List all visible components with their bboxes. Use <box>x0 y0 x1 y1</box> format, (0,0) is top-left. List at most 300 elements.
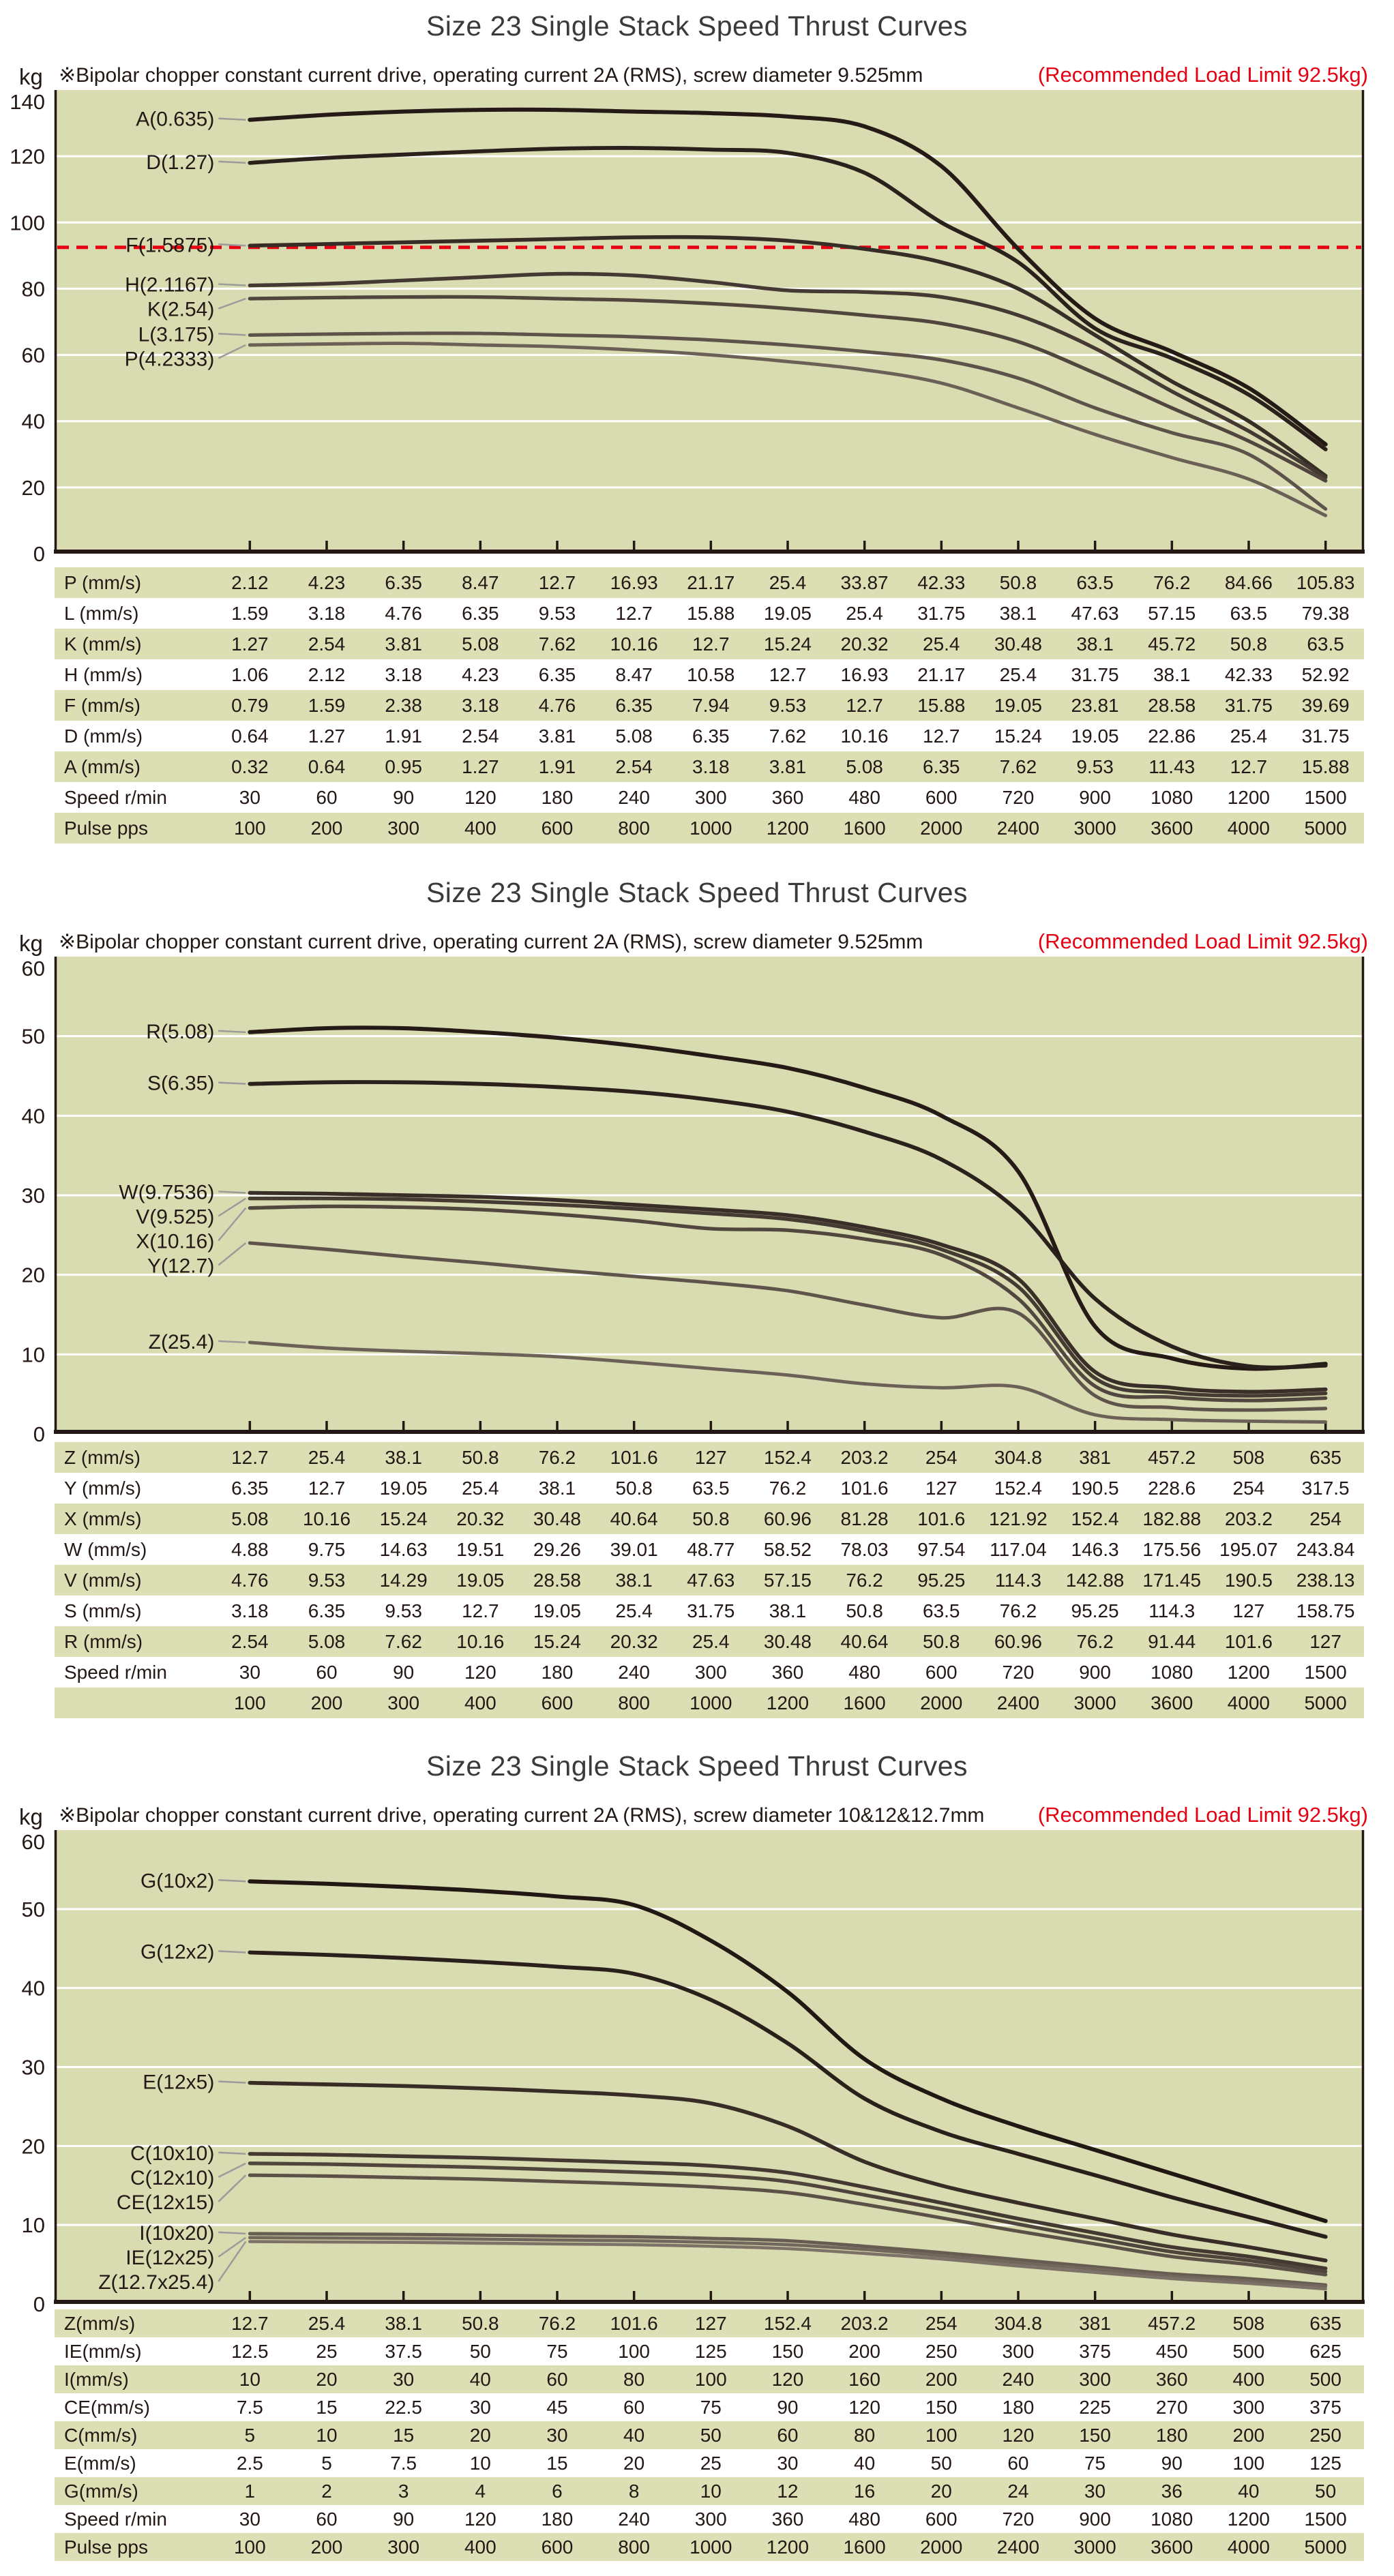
row-label: F (mm/s) <box>64 694 140 716</box>
value-cell: 4000 <box>1227 1692 1271 1713</box>
value-cell: 0.32 <box>231 755 269 777</box>
value-cell: 203.2 <box>840 2312 889 2334</box>
value-cell: 171.45 <box>1142 1569 1202 1591</box>
speed-thrust-plot-1 <box>0 90 1394 566</box>
value-cell: 1080 <box>1151 2508 1193 2530</box>
value-cell: 240 <box>618 1661 650 1683</box>
y-tick-label: 0 <box>33 1422 45 1446</box>
value-cell: 5.08 <box>231 1508 269 1529</box>
value-cell: 7.62 <box>999 755 1037 777</box>
value-cell: 40.64 <box>610 1508 658 1529</box>
value-cell: 5 <box>321 2452 332 2474</box>
value-cell: 457.2 <box>1148 1446 1196 1468</box>
value-cell: 23.81 <box>1071 694 1119 716</box>
value-cell: 6 <box>552 2480 563 2502</box>
curve-label: L(3.175) <box>138 323 215 346</box>
row-label: I(mm/s) <box>64 2368 129 2390</box>
value-cell: 22.5 <box>385 2396 422 2418</box>
value-cell: 300 <box>1079 2368 1111 2390</box>
value-cell: 2.54 <box>462 725 499 747</box>
value-cell: 120 <box>1002 2424 1035 2446</box>
value-cell: 180 <box>541 1661 574 1683</box>
value-cell: 2.38 <box>385 694 422 716</box>
table-row <box>55 659 1364 690</box>
value-cell: 9.53 <box>1076 755 1114 777</box>
value-cell: 15.88 <box>687 602 735 624</box>
chart-header <box>0 56 1394 87</box>
value-cell: 37.5 <box>385 2340 422 2362</box>
table-row <box>55 2337 1364 2365</box>
value-cell: 101.6 <box>610 1446 658 1468</box>
value-cell: 200 <box>848 2340 880 2362</box>
value-cell: 480 <box>848 786 880 808</box>
value-cell: 15.88 <box>1301 755 1350 777</box>
y-tick-label: 20 <box>21 2134 45 2159</box>
value-cell: 50.8 <box>462 1446 499 1468</box>
curve-label: I(10x20) <box>139 2221 215 2245</box>
value-cell: 101.6 <box>917 1508 966 1529</box>
curve-label: V(9.525) <box>136 1205 215 1229</box>
value-cell: 52.92 <box>1301 663 1350 685</box>
value-cell: 1.59 <box>231 602 269 624</box>
row-label: G(mm/s) <box>64 2480 138 2502</box>
value-cell: 11.43 <box>1148 755 1196 777</box>
value-cell: 19.05 <box>533 1600 581 1621</box>
value-cell: 2400 <box>996 2536 1040 2558</box>
value-cell: 254 <box>925 1446 958 1468</box>
value-cell: 60 <box>316 2508 338 2530</box>
value-cell: 114.3 <box>994 1569 1041 1591</box>
value-cell: 1500 <box>1304 786 1347 808</box>
row-label: W (mm/s) <box>64 1538 147 1560</box>
value-cell: 3.81 <box>538 725 576 747</box>
row-label: S (mm/s) <box>64 1600 142 1621</box>
value-cell: 200 <box>310 1692 343 1713</box>
value-cell: 100 <box>694 2368 727 2390</box>
value-cell: 4.76 <box>385 602 422 624</box>
value-cell: 14.63 <box>379 1538 428 1560</box>
value-cell: 50.8 <box>462 2312 499 2334</box>
value-cell: 317.5 <box>1301 1477 1350 1499</box>
value-cell: 30 <box>239 786 261 808</box>
value-cell: 30 <box>777 2452 799 2474</box>
value-cell: 10.58 <box>687 663 735 685</box>
speed-thrust-plot-2 <box>0 957 1394 1446</box>
value-cell: 5.08 <box>615 725 653 747</box>
value-cell: 6.35 <box>231 1477 269 1499</box>
value-cell: 180 <box>541 2508 574 2530</box>
value-cell: 1080 <box>1151 786 1193 808</box>
value-cell: 58.52 <box>763 1538 812 1560</box>
drive-note: ※Bipolar chopper constant current drive, operating current 2A (RMS), screw diameter 9.525mm <box>59 931 923 953</box>
y-tick-label: 50 <box>21 1024 45 1049</box>
value-cell: 120 <box>464 786 496 808</box>
value-cell: 300 <box>694 2508 727 2530</box>
value-cell: 800 <box>618 2536 650 2558</box>
curve-label: Z(12.7x25.4) <box>98 2271 215 2294</box>
value-cell: 360 <box>771 2508 804 2530</box>
value-cell: 125 <box>1309 2452 1341 2474</box>
value-cell: 38.1 <box>615 1569 653 1591</box>
load-limit-note: (Recommended Load Limit 92.5kg) <box>1037 929 1368 953</box>
value-cell: 2.12 <box>231 571 269 593</box>
plot-area-1 <box>0 90 1394 566</box>
y-tick-label: 30 <box>21 2055 45 2080</box>
value-cell: 200 <box>310 817 343 839</box>
value-cell: 800 <box>618 1692 650 1713</box>
value-cell: 30 <box>239 2508 261 2530</box>
value-cell: 125 <box>694 2340 727 2362</box>
value-cell: 1000 <box>689 2536 732 2558</box>
value-cell: 50 <box>469 2340 491 2362</box>
value-cell: 720 <box>1002 2508 1035 2530</box>
y-axis-unit: kg <box>19 1804 43 1829</box>
value-cell: 38.1 <box>1076 633 1114 655</box>
value-cell: 101.6 <box>1224 1630 1273 1652</box>
table-row <box>55 629 1364 659</box>
value-cell: 600 <box>925 1661 958 1683</box>
value-cell: 12.7 <box>538 571 576 593</box>
value-cell: 900 <box>1079 786 1111 808</box>
speed-conversion-table-1 <box>55 567 1364 843</box>
table-row <box>55 598 1364 629</box>
value-cell: 203.2 <box>840 1446 889 1468</box>
value-cell: 84.66 <box>1224 571 1273 593</box>
value-cell: 10 <box>469 2452 491 2474</box>
curve-label: G(10x2) <box>140 1870 215 1893</box>
y-tick-label: 20 <box>21 475 45 500</box>
value-cell: 450 <box>1155 2340 1188 2362</box>
value-cell: 2000 <box>920 1692 963 1713</box>
value-cell: 1200 <box>766 2536 810 2558</box>
value-cell: 180 <box>541 786 574 808</box>
value-cell: 150 <box>771 2340 804 2362</box>
value-cell: 25 <box>700 2452 722 2474</box>
value-cell: 28.58 <box>1148 694 1196 716</box>
row-label: R (mm/s) <box>64 1630 143 1652</box>
plot-area-3 <box>0 1830 1394 2316</box>
curve-label: E(12x5) <box>143 2071 215 2094</box>
value-cell: 400 <box>464 1692 496 1713</box>
value-cell: 12.7 <box>692 633 730 655</box>
value-cell: 3600 <box>1151 1692 1193 1713</box>
value-cell: 3.18 <box>308 602 346 624</box>
value-cell: 304.8 <box>994 2312 1042 2334</box>
value-cell: 127 <box>1232 1600 1265 1621</box>
value-cell: 190.5 <box>1224 1569 1273 1591</box>
value-cell: 75 <box>1084 2452 1106 2474</box>
value-cell: 254 <box>925 2312 958 2334</box>
value-cell: 120 <box>771 2368 804 2390</box>
value-cell: 150 <box>1079 2424 1111 2446</box>
value-cell: 195.07 <box>1219 1538 1278 1560</box>
value-cell: 1200 <box>766 817 810 839</box>
value-cell: 31.75 <box>1224 694 1273 716</box>
value-cell: 2000 <box>920 817 963 839</box>
value-cell: 40.64 <box>840 1630 889 1652</box>
value-cell: 1.06 <box>231 663 269 685</box>
value-cell: 40 <box>623 2424 645 2446</box>
value-cell: 15.24 <box>763 633 812 655</box>
row-label: Speed r/min <box>64 786 167 808</box>
row-label: L (mm/s) <box>64 602 139 624</box>
value-cell: 12.7 <box>615 602 653 624</box>
value-cell: 2.54 <box>231 1630 269 1652</box>
value-cell: 48.77 <box>687 1538 735 1560</box>
chart-section-2 <box>0 843 1394 1718</box>
value-cell: 90 <box>393 786 415 808</box>
value-cell: 76.2 <box>846 1569 883 1591</box>
curve-label: CE(12x15) <box>116 2191 215 2214</box>
y-tick-label: 40 <box>21 409 45 434</box>
value-cell: 1 <box>244 2480 256 2502</box>
curve-label: Z(25.4) <box>148 1330 215 1353</box>
value-cell: 2.54 <box>308 633 346 655</box>
value-cell: 254 <box>1309 1508 1341 1529</box>
value-cell: 5.08 <box>308 1630 346 1652</box>
value-cell: 127 <box>694 1446 727 1468</box>
y-tick-label: 100 <box>10 211 45 235</box>
curve-label: K(2.54) <box>147 298 215 321</box>
value-cell: 25.4 <box>1230 725 1268 747</box>
value-cell: 60 <box>777 2424 799 2446</box>
row-label: C(mm/s) <box>64 2424 138 2446</box>
value-cell: 117.04 <box>990 1538 1047 1560</box>
value-cell: 25.4 <box>923 633 960 655</box>
row-label: H (mm/s) <box>64 663 143 685</box>
value-cell: 150 <box>925 2396 958 2418</box>
value-cell: 175.56 <box>1142 1538 1202 1560</box>
value-cell: 30 <box>393 2368 415 2390</box>
value-cell: 30 <box>546 2424 568 2446</box>
value-cell: 21.17 <box>687 571 735 593</box>
value-cell: 5.08 <box>846 755 883 777</box>
value-cell: 19.05 <box>994 694 1042 716</box>
row-label: Y (mm/s) <box>64 1477 142 1499</box>
chart-header <box>0 923 1394 954</box>
value-cell: 100 <box>1232 2452 1265 2474</box>
curve-label: IE(12x25) <box>125 2246 215 2269</box>
value-cell: 600 <box>541 2536 574 2558</box>
value-cell: 63.5 <box>1076 571 1114 593</box>
value-cell: 76.2 <box>538 1446 576 1468</box>
value-cell: 76.2 <box>769 1477 807 1499</box>
row-label: V (mm/s) <box>64 1569 142 1591</box>
curve-label: F(1.5875) <box>125 234 215 257</box>
value-cell: 15.24 <box>379 1508 428 1529</box>
value-cell: 625 <box>1309 2340 1341 2362</box>
value-cell: 5000 <box>1304 1692 1347 1713</box>
value-cell: 9.53 <box>769 694 807 716</box>
value-cell: 4.76 <box>231 1569 269 1591</box>
value-cell: 480 <box>848 2508 880 2530</box>
value-cell: 76.2 <box>1076 1630 1114 1652</box>
value-cell: 360 <box>771 786 804 808</box>
value-cell: 6.35 <box>462 602 499 624</box>
value-cell: 4.88 <box>231 1538 269 1560</box>
value-cell: 40 <box>854 2452 876 2474</box>
load-limit-note: (Recommended Load Limit 92.5kg) <box>1037 63 1368 87</box>
y-axis-unit: kg <box>19 64 43 89</box>
value-cell: 1000 <box>689 1692 732 1713</box>
value-cell: 10 <box>316 2424 338 2446</box>
value-cell: 2.5 <box>236 2452 263 2474</box>
value-cell: 3.18 <box>231 1600 269 1621</box>
table-row <box>55 2449 1364 2477</box>
drive-note: ※Bipolar chopper constant current drive, operating current 2A (RMS), screw diameter 9.525mm <box>59 64 923 87</box>
value-cell: 90 <box>393 2508 415 2530</box>
value-cell: 60 <box>546 2368 568 2390</box>
value-cell: 30 <box>239 1661 261 1683</box>
value-cell: 10 <box>700 2480 722 2502</box>
value-cell: 6.35 <box>538 663 576 685</box>
row-label: K (mm/s) <box>64 633 142 655</box>
table-row <box>55 690 1364 721</box>
value-cell: 50 <box>930 2452 952 2474</box>
value-cell: 15 <box>316 2396 338 2418</box>
value-cell: 47.63 <box>687 1569 735 1591</box>
row-label: CE(mm/s) <box>64 2396 150 2418</box>
value-cell: 400 <box>1232 2368 1265 2390</box>
value-cell: 19.05 <box>763 602 812 624</box>
value-cell: 10 <box>239 2368 261 2390</box>
value-cell: 182.88 <box>1142 1508 1202 1529</box>
value-cell: 1.91 <box>385 725 422 747</box>
plot-area-2 <box>0 957 1394 1446</box>
value-cell: 3.18 <box>385 663 422 685</box>
value-cell: 1.91 <box>538 755 576 777</box>
value-cell: 15 <box>393 2424 415 2446</box>
value-cell: 33.87 <box>840 571 889 593</box>
value-cell: 40 <box>469 2368 491 2390</box>
table-row <box>55 2533 1364 2561</box>
value-cell: 20 <box>469 2424 491 2446</box>
value-cell: 381 <box>1079 2312 1111 2334</box>
value-cell: 63.5 <box>923 1600 960 1621</box>
value-cell: 6.35 <box>615 694 653 716</box>
row-label: Speed r/min <box>64 1661 167 1683</box>
value-cell: 2.54 <box>615 755 653 777</box>
value-cell: 720 <box>1002 786 1035 808</box>
value-cell: 20.32 <box>456 1508 505 1529</box>
value-cell: 25.4 <box>308 2312 346 2334</box>
value-cell: 45 <box>546 2396 568 2418</box>
value-cell: 600 <box>925 2508 958 2530</box>
value-cell: 75 <box>700 2396 722 2418</box>
table-row <box>55 782 1364 813</box>
value-cell: 7.62 <box>538 633 576 655</box>
value-cell: 2400 <box>996 817 1040 839</box>
value-cell: 38.1 <box>385 2312 422 2334</box>
value-cell: 60 <box>316 786 338 808</box>
value-cell: 127 <box>694 2312 727 2334</box>
value-cell: 100 <box>233 817 266 839</box>
value-cell: 152.4 <box>763 1446 812 1468</box>
value-cell: 375 <box>1309 2396 1341 2418</box>
value-cell: 101.6 <box>610 2312 658 2334</box>
value-cell: 25.4 <box>692 1630 730 1652</box>
value-cell: 12.7 <box>231 1446 269 1468</box>
value-cell: 63.5 <box>1230 602 1268 624</box>
value-cell: 12.7 <box>462 1600 499 1621</box>
value-cell: 75 <box>546 2340 568 2362</box>
value-cell: 78.03 <box>840 1538 889 1560</box>
row-label: Z (mm/s) <box>64 1446 140 1468</box>
value-cell: 304.8 <box>994 1446 1042 1468</box>
table-row <box>55 2365 1364 2393</box>
value-cell: 2.12 <box>308 663 346 685</box>
value-cell: 25.4 <box>846 602 883 624</box>
value-cell: 20.32 <box>840 633 889 655</box>
table-row <box>55 1657 1364 1688</box>
value-cell: 63.5 <box>692 1477 730 1499</box>
value-cell: 228.6 <box>1148 1477 1196 1499</box>
value-cell: 152.4 <box>994 1477 1042 1499</box>
speed-conversion-table-2 <box>55 1442 1364 1718</box>
row-label: P (mm/s) <box>64 571 142 593</box>
row-label: Speed r/min <box>64 2508 167 2530</box>
value-cell: 10.16 <box>610 633 658 655</box>
value-cell: 600 <box>541 817 574 839</box>
value-cell: 25.4 <box>308 1446 346 1468</box>
value-cell: 203.2 <box>1224 1508 1273 1529</box>
value-cell: 2400 <box>996 1692 1040 1713</box>
value-cell: 120 <box>464 1661 496 1683</box>
y-tick-label: 80 <box>21 277 45 301</box>
table-row <box>55 721 1364 751</box>
value-cell: 8.47 <box>462 571 499 593</box>
table-row <box>55 1473 1364 1503</box>
row-label: Z(mm/s) <box>64 2312 136 2334</box>
value-cell: 81.28 <box>840 1508 889 1529</box>
curve-label: G(12x2) <box>140 1941 215 1964</box>
value-cell: 100 <box>618 2340 650 2362</box>
value-cell: 12.7 <box>846 694 883 716</box>
value-cell: 0.64 <box>308 755 346 777</box>
value-cell: 127 <box>925 1477 958 1499</box>
value-cell: 243.84 <box>1296 1538 1355 1560</box>
value-cell: 160 <box>848 2368 880 2390</box>
value-cell: 20 <box>930 2480 952 2502</box>
value-cell: 30.48 <box>763 1630 812 1652</box>
value-cell: 120 <box>464 2508 496 2530</box>
value-cell: 7.94 <box>692 694 730 716</box>
value-cell: 250 <box>925 2340 958 2362</box>
value-cell: 19.05 <box>379 1477 428 1499</box>
value-cell: 5000 <box>1304 2536 1347 2558</box>
y-tick-label: 60 <box>21 1830 45 1854</box>
value-cell: 45.72 <box>1148 633 1196 655</box>
chart-section-3 <box>0 1718 1394 2561</box>
row-label: IE(mm/s) <box>64 2340 142 2362</box>
value-cell: 114.3 <box>1148 1600 1196 1621</box>
value-cell: 300 <box>387 1692 420 1713</box>
value-cell: 500 <box>1232 2340 1265 2362</box>
value-cell: 152.4 <box>763 2312 812 2334</box>
value-cell: 80 <box>623 2368 645 2390</box>
curve-label: C(12x10) <box>130 2166 215 2189</box>
value-cell: 508 <box>1232 1446 1265 1468</box>
value-cell: 381 <box>1079 1446 1111 1468</box>
table-row <box>55 2421 1364 2449</box>
value-cell: 1200 <box>766 1692 810 1713</box>
value-cell: 6.35 <box>308 1600 346 1621</box>
value-cell: 3000 <box>1073 2536 1116 2558</box>
value-cell: 3600 <box>1151 2536 1193 2558</box>
value-cell: 1500 <box>1304 2508 1347 2530</box>
value-cell: 91.44 <box>1148 1630 1196 1652</box>
value-cell: 50.8 <box>846 1600 883 1621</box>
